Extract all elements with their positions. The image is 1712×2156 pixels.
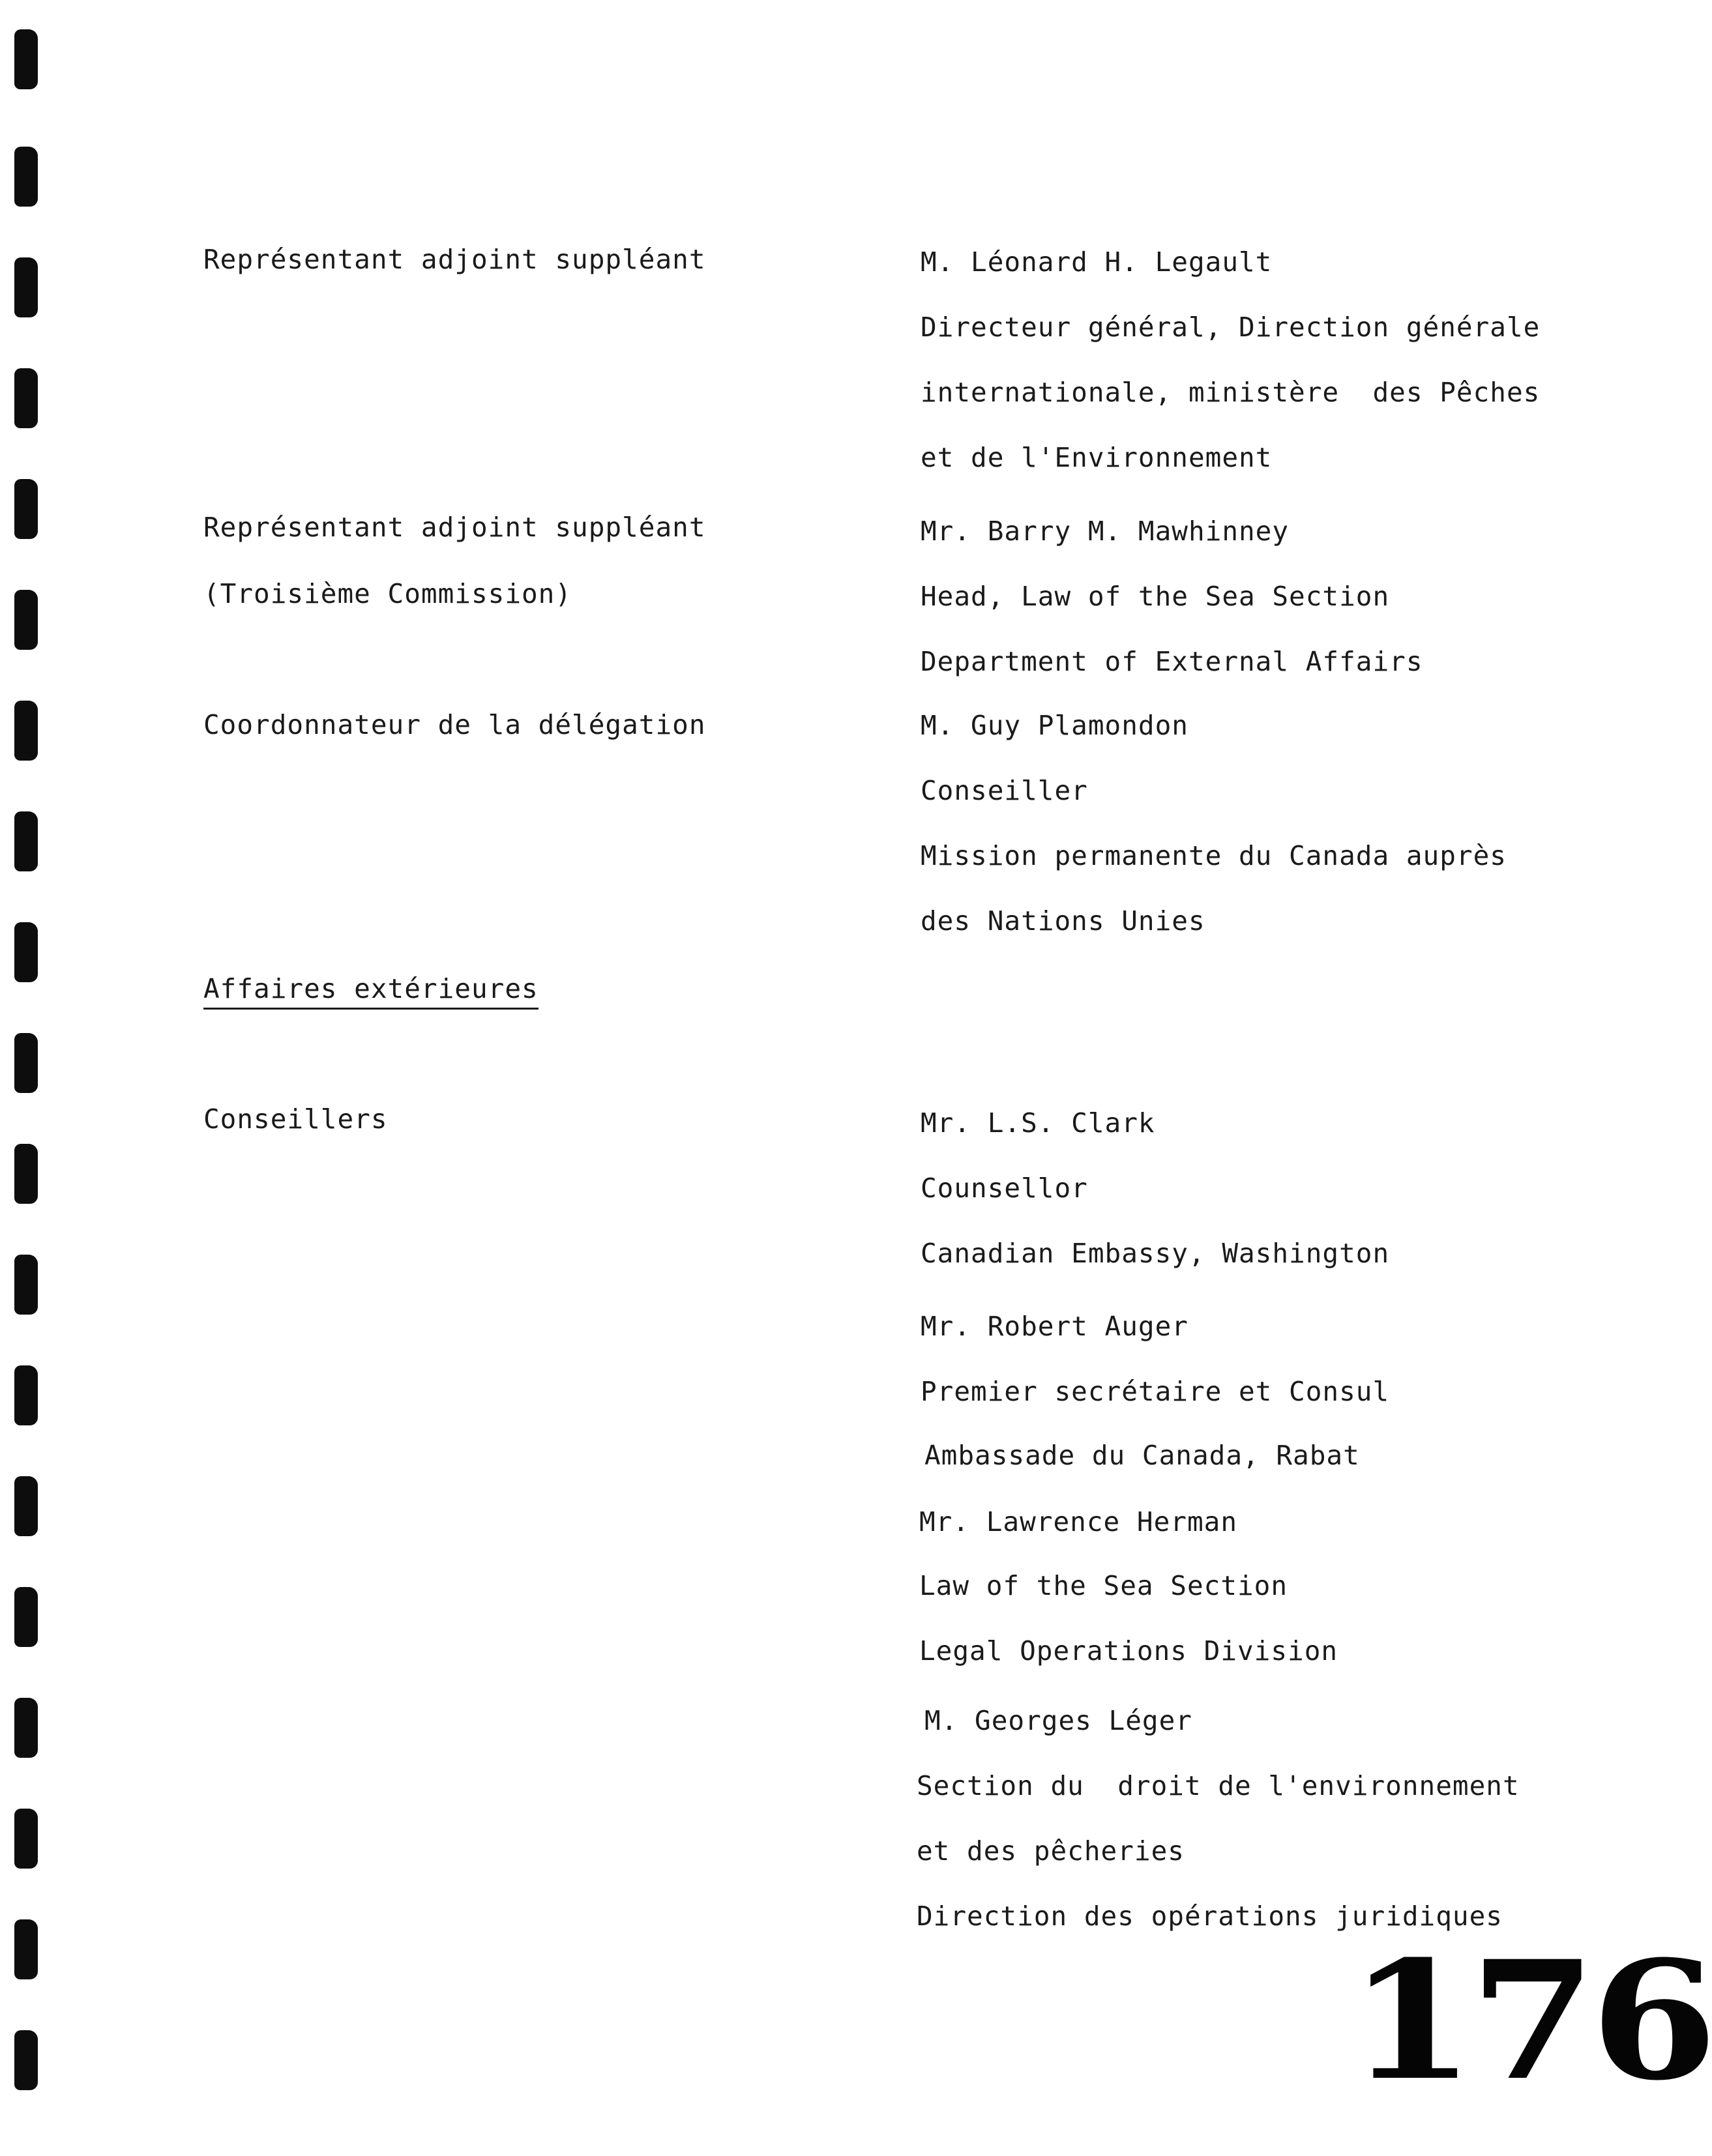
role-label: (Troisième Commission) (203, 578, 572, 609)
binding-hole (14, 1033, 38, 1093)
adviser-title: Ambassade du Canada, Rabat (924, 1440, 1360, 1471)
role-label: Conseillers (203, 1103, 388, 1135)
binding-hole (14, 479, 38, 539)
delegate-name: Mr. Barry M. Mawhinney (921, 516, 1290, 547)
page-number: 176 (1348, 1925, 1712, 2116)
section-heading: Affaires extérieures (203, 972, 539, 1010)
binding-hole (14, 1365, 38, 1425)
adviser-title: Direction des opérations juridiques (917, 1901, 1503, 1932)
binding-hole (14, 1919, 38, 1979)
role-label: Coordonnateur de la délégation (203, 709, 706, 740)
role-label: Représentant adjoint suppléant (203, 512, 706, 543)
binding-hole (14, 1144, 38, 1204)
binding-hole (14, 922, 38, 982)
binding-hole (14, 368, 38, 428)
binding-hole (14, 1698, 38, 1758)
delegate-title: Department of External Affairs (921, 646, 1423, 677)
delegate-title: Conseiller (921, 775, 1088, 806)
adviser-name: Mr. Lawrence Herman (919, 1506, 1237, 1537)
delegate-name: M. Léonard H. Legault (921, 246, 1273, 278)
binding-hole (14, 2030, 38, 2090)
delegate-title: Directeur général, Direction générale (921, 312, 1541, 343)
binding-hole (14, 29, 38, 89)
delegate-title: des Nations Unies (921, 905, 1205, 937)
binding-hole (14, 1255, 38, 1315)
delegate-title: Mission permanente du Canada auprès (921, 840, 1507, 871)
binding-hole (14, 811, 38, 871)
binding-hole (14, 590, 38, 650)
adviser-title: Law of the Sea Section (919, 1570, 1288, 1601)
binding-hole (14, 1809, 38, 1869)
adviser-title: Premier secrétaire et Consul (921, 1376, 1390, 1407)
binding-hole (14, 1476, 38, 1536)
adviser-name: Mr. Robert Auger (921, 1311, 1188, 1342)
delegate-title: internationale, ministère des Pêches (921, 377, 1541, 408)
binding-hole (14, 1587, 38, 1647)
adviser-title: Canadian Embassy, Washington (921, 1238, 1390, 1269)
delegate-name: M. Guy Plamondon (921, 710, 1188, 741)
role-label: Représentant adjoint suppléant (203, 244, 706, 275)
adviser-name: M. Georges Léger (924, 1705, 1192, 1736)
delegate-title: Head, Law of the Sea Section (921, 581, 1390, 612)
adviser-title: Section du droit de l'environnement (917, 1770, 1520, 1801)
delegate-title: et de l'Environnement (921, 442, 1273, 473)
adviser-title: Counsellor (921, 1173, 1088, 1204)
binding-hole (14, 147, 38, 207)
binding-hole (14, 701, 38, 761)
binding-hole (14, 257, 38, 317)
adviser-title: Legal Operations Division (919, 1635, 1338, 1667)
adviser-name: Mr. L.S. Clark (921, 1107, 1155, 1139)
adviser-title: et des pêcheries (917, 1835, 1185, 1867)
